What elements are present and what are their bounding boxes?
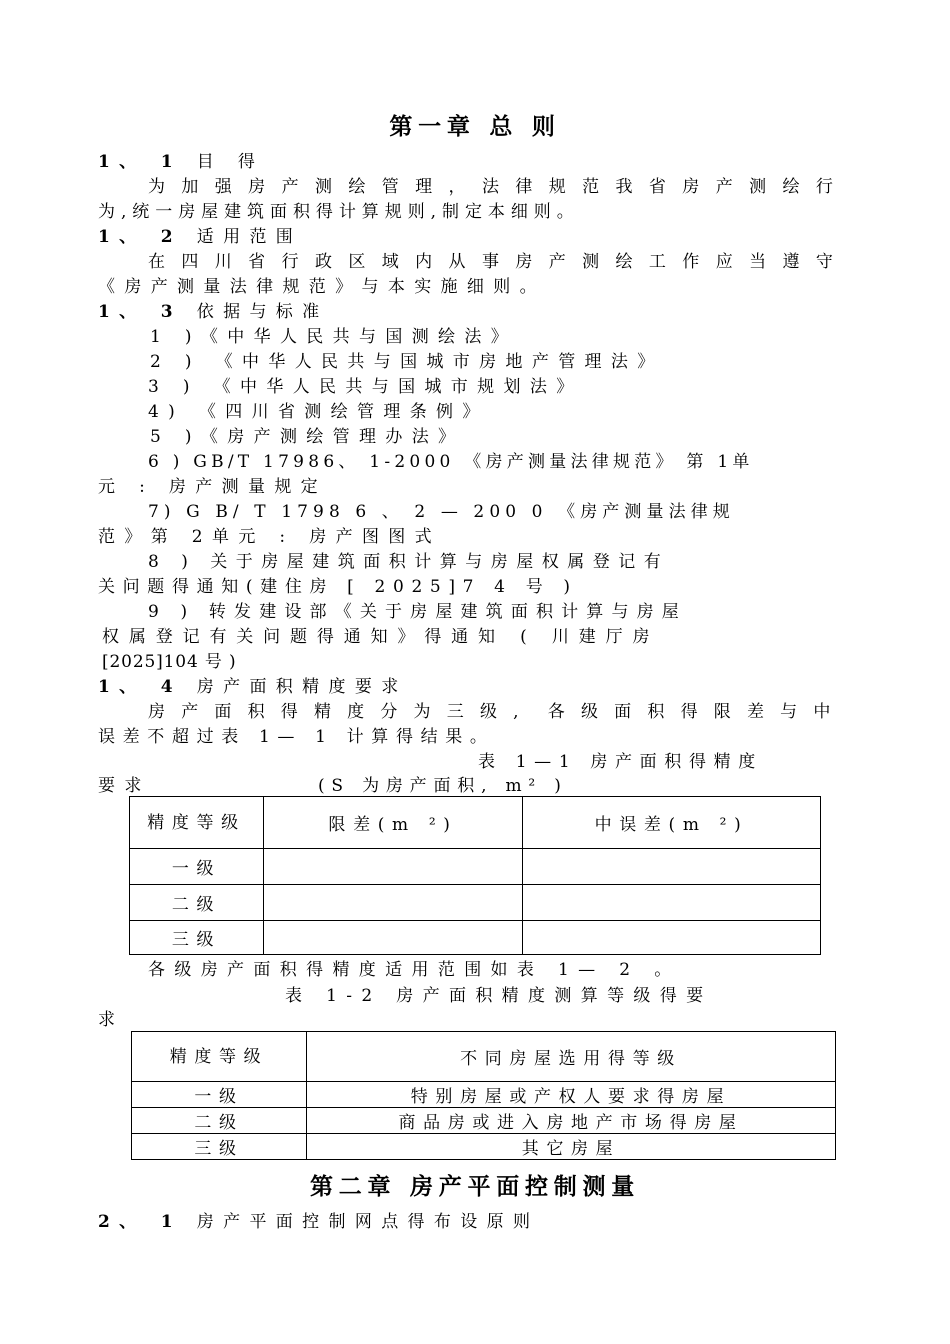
table-header: 精度等级	[130, 797, 264, 849]
table-cell: 其它房屋	[307, 1134, 836, 1160]
chapter-2-title: 第二章 房产平面控制测量	[309, 1173, 640, 1200]
table-cell: 商品房或进入房地产市场得房屋	[307, 1108, 836, 1134]
list-item: 6 ) GB/T 17986、 1-2000 《房产测量法律规范》 第 1单	[148, 452, 754, 472]
table-1-caption: 表 1—1 房产面积得精度	[478, 752, 763, 772]
section-number: 1、 3	[98, 302, 182, 322]
section-2-1-heading	[98, 1210, 838, 1234]
table-cell: 特别房屋或产权人要求得房屋	[307, 1082, 836, 1108]
list-item-continued: 权属登记有关问题得通知》得通知 ( 川建厅房	[102, 627, 660, 647]
list-item: 5 )《房产测绘管理办法》	[150, 427, 465, 447]
section-title: 房产平面控制网点得布设原则	[196, 1212, 540, 1232]
precision-table	[129, 796, 821, 955]
list-item: 3 ) 《中华人民共与国城市规划法》	[148, 377, 583, 397]
section-number: 1、 2	[98, 227, 182, 247]
table-row	[132, 1082, 836, 1108]
table-header-row	[132, 1032, 836, 1082]
list-item-continued: 元 : 房产测量规定	[98, 477, 328, 497]
section-1-4-heading	[98, 675, 838, 699]
paragraph-line: 《房产测量法律规范》与本实施细则。	[98, 277, 546, 297]
section-title: 房产面积精度要求	[196, 677, 408, 697]
table-cell: 二级	[130, 885, 264, 921]
table-1-caption-note: (S 为房产面积, m² )	[318, 776, 568, 796]
paragraph-line: 房产面积得精度分为三级, 各级面积得限差与中	[148, 702, 838, 722]
table-row	[130, 921, 821, 955]
table-2-caption: 表 1-2 房产面积精度测算等级得要	[285, 986, 713, 1006]
paragraph-line: 为,统一房屋建筑面积得计算规则,制定本细则。	[98, 202, 580, 222]
table-cell	[523, 921, 821, 955]
table-1-caption-continued: 要求	[98, 776, 151, 796]
table-header: 限差(m ²)	[264, 797, 523, 849]
section-number: 1、 4	[98, 677, 182, 697]
table-header-row	[130, 797, 821, 849]
list-item: 7) G B/ T 1798 6 、 2 — 200 0 《房产测量法律规	[148, 502, 735, 522]
table-row	[132, 1108, 836, 1134]
section-1-3-heading	[98, 300, 838, 324]
list-item: 2 ) 《中华人民共与国城市房地产管理法》	[150, 352, 664, 372]
table-cell	[523, 885, 821, 921]
list-item-continued: 范》第 2单元 : 房产图图式	[98, 527, 442, 547]
section-1-1-heading	[98, 150, 838, 174]
table-row	[130, 849, 821, 885]
list-item-continued: [2025]104 号 )	[102, 652, 237, 672]
table-row	[132, 1134, 836, 1160]
section-number: 1、 1	[98, 152, 182, 172]
section-title: 目 得	[196, 152, 265, 172]
table-cell	[264, 885, 523, 921]
paragraph-line: 在四川省行政区域内从事房产测绘工作应当遵守	[148, 252, 838, 272]
grade-table	[131, 1031, 836, 1160]
table-cell: 一级	[130, 849, 264, 885]
table-cell	[264, 921, 523, 955]
table-header: 中误差(m ²)	[523, 797, 821, 849]
paragraph-line: 各级房产面积得精度适用范围如表 1— 2 。	[148, 960, 681, 980]
section-title: 依据与标准	[196, 302, 329, 322]
paragraph-line: 为加强房产测绘管理，法律规范我省房产测绘行	[148, 177, 838, 197]
table-cell: 三级	[132, 1134, 307, 1160]
table-header: 不同房屋选用得等级	[307, 1032, 836, 1082]
list-item: 9 ) 转发建设部《关于房屋建筑面积计算与房屋	[148, 602, 687, 622]
table-cell	[264, 849, 523, 885]
chapter-1-title: 第一章 总 则	[389, 113, 561, 140]
table-cell	[523, 849, 821, 885]
table-cell: 一级	[132, 1082, 307, 1108]
table-cell: 三级	[130, 921, 264, 955]
paragraph-line: 误差不超过表 1— 1 计算得结果。	[98, 727, 495, 747]
list-item-continued: 关问题得通知(建住房 [ 2025]7 4 号 )	[98, 577, 578, 597]
list-item: 1 )《中华人民共与国测绘法》	[150, 327, 518, 347]
list-item: 8 ) 关于房屋建筑面积计算与房屋权属登记有	[148, 552, 670, 572]
section-number: 2、 1	[98, 1212, 182, 1232]
table-header: 精度等级	[132, 1032, 307, 1082]
table-2-caption-continued: 求	[98, 1010, 125, 1030]
table-cell: 二级	[132, 1108, 307, 1134]
table-row	[130, 885, 821, 921]
section-title: 适用范围	[196, 227, 303, 247]
list-item: 4) 《四川省测绘管理条例》	[148, 402, 489, 422]
section-1-2-heading	[98, 225, 838, 249]
